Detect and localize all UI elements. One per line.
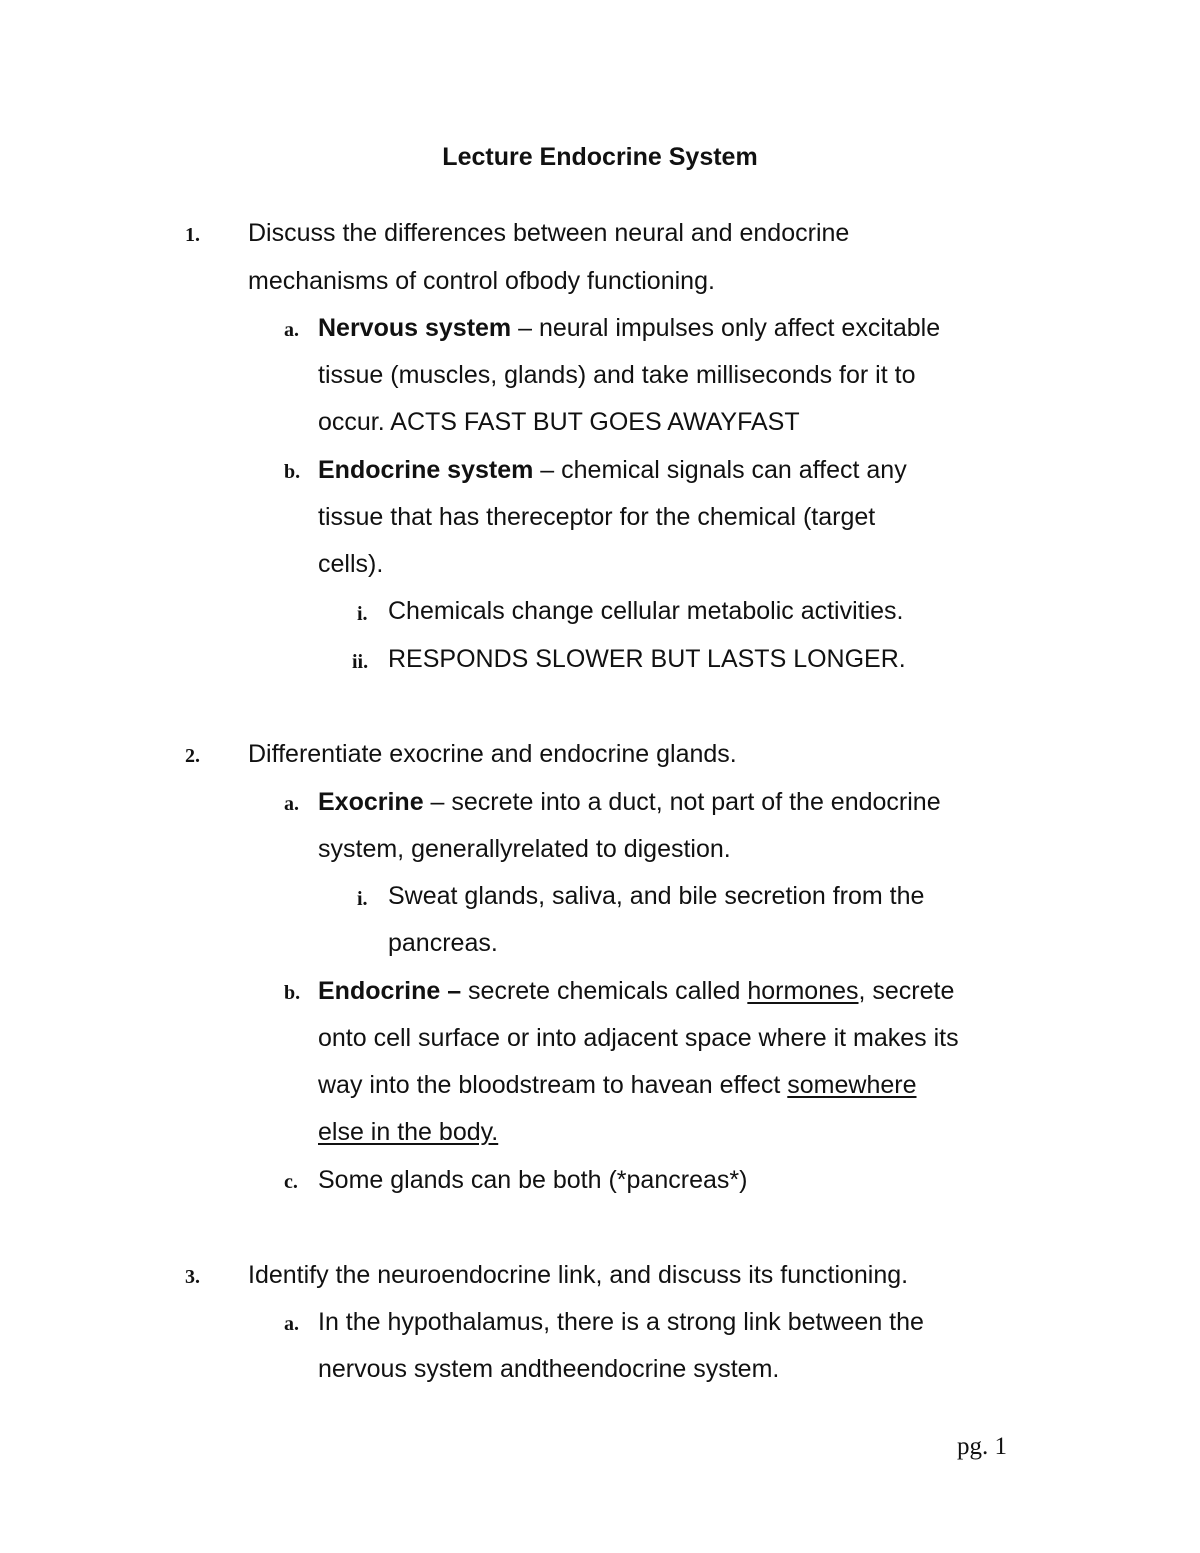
q1b-term: Endocrine system — [318, 456, 534, 484]
q2b-line-3 — [318, 1070, 917, 1100]
q1a-line-1-rest: – neural impulses only affect excitable — [511, 314, 941, 342]
page-title: Lecture Endocrine System — [442, 143, 758, 171]
q2c-text: Some glands can be both (*pancreas*) — [318, 1166, 748, 1194]
q1b-marker: b. — [284, 461, 301, 483]
q2b-line-2: onto cell surface or into adjacent space where it makes its — [318, 1024, 959, 1052]
q2c-marker: c. — [284, 1171, 298, 1193]
q2b-line-1-post: , secrete — [858, 977, 955, 1005]
q1a-line-3: occur. ACTS FAST BUT GOES AWAYFAST — [318, 408, 800, 436]
else-in-body-underlined: else in the body. — [318, 1118, 499, 1146]
q1-line-2: mechanisms of control ofbody functioning. — [248, 267, 715, 295]
q2b-dash: – — [440, 977, 469, 1005]
q1b-line-3: cells). — [318, 550, 384, 578]
q1-line-1: Discuss the differences between neural and endocrine — [248, 219, 850, 247]
q2b-line-4 — [318, 1117, 498, 1147]
q2a-i-line-1: Sweat glands, saliva, and bile secretion from the — [388, 882, 925, 910]
q1b-i-marker: i. — [357, 603, 368, 625]
q1a-line-2: tissue (muscles, glands) and take milliseconds for it to — [318, 361, 916, 389]
q2-line-1: Differentiate exocrine and endocrine glands. — [248, 740, 737, 768]
q3-line-1: Identify the neuroendocrine link, and discuss its functioning. — [248, 1261, 909, 1289]
q3a-line-2: nervous system andtheendocrine system. — [318, 1355, 780, 1383]
q2b-line-3-pre: way into the bloodstream to havean effect — [318, 1071, 788, 1099]
q1b-ii-marker: ii. — [352, 651, 369, 673]
q2a-line-2: system, generallyrelated to digestion. — [318, 835, 731, 863]
q2b-line-1-pre: secrete chemicals called — [468, 977, 748, 1005]
q1a-line-1 — [318, 313, 940, 343]
q3a-line-1: In the hypothalamus, there is a strong link between the — [318, 1308, 924, 1336]
q1-number: 1. — [185, 224, 200, 246]
q2a-i-line-2: pancreas. — [388, 929, 498, 957]
q1b-line-1-rest: – chemical signals can affect any — [533, 456, 907, 484]
q3a-marker: a. — [284, 1313, 299, 1335]
q3-number: 3. — [185, 1266, 200, 1288]
q2a-marker: a. — [284, 793, 299, 815]
q1b-line-2: tissue that has thereceptor for the chemical (target — [318, 503, 876, 531]
q2b-line-1 — [318, 976, 954, 1006]
q2b-marker: b. — [284, 982, 301, 1004]
q2b-term: Endocrine — [318, 977, 441, 1005]
q1a-term: Nervous system — [318, 314, 512, 342]
somewhere-underlined: somewhere — [787, 1071, 917, 1099]
q1b-ii-text: RESPONDS SLOWER BUT LASTS LONGER. — [388, 645, 906, 673]
q2a-term: Exocrine — [318, 788, 424, 816]
q1b-i-text: Chemicals change cellular metabolic activities. — [388, 597, 904, 625]
q2a-line-1 — [318, 787, 941, 817]
q1a-marker: a. — [284, 319, 299, 341]
q1b-line-1 — [318, 455, 907, 485]
hormones-underlined: hormones — [747, 977, 859, 1005]
q2a-line-1-rest: – secrete into a duct, not part of the endocrine — [423, 788, 941, 816]
q2a-i-marker: i. — [357, 888, 368, 910]
q2-number: 2. — [185, 745, 200, 767]
page-number: pg. 1 — [957, 1433, 1007, 1460]
